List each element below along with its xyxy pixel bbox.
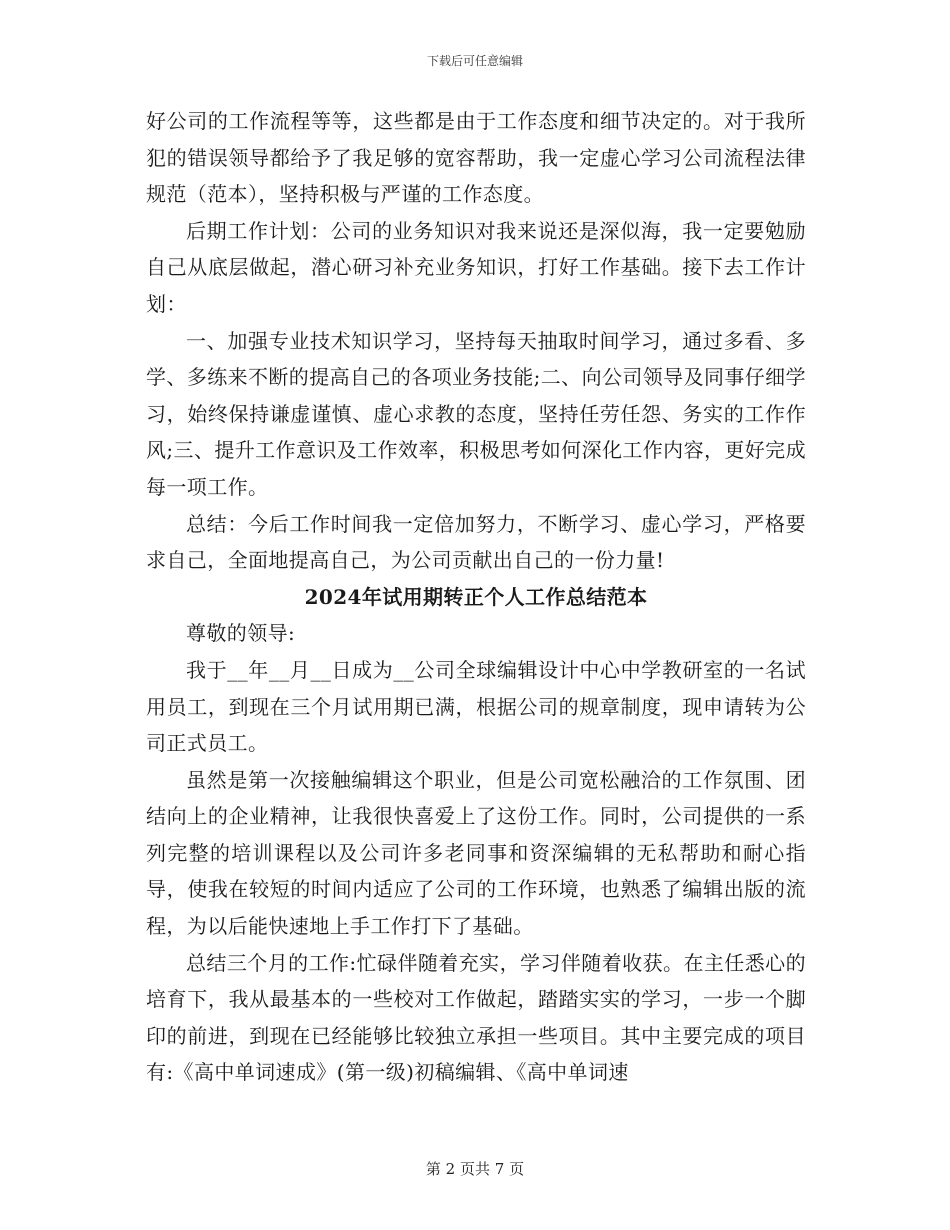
paragraph: 总结：今后工作时间我一定倍加努力，不断学习、虚心学习，严格要求自己，全面地提高自己，为公司贡献出自己的一份力量! [146,511,806,573]
salutation: 尊敬的领导: [186,621,296,646]
paragraph: 后期工作计划：公司的业务知识对我来说还是深似海，我一定要勉励自己从底层做起，潜心研习补充业务知识，打好工作基础。接下去工作计划： [146,218,806,316]
paragraph: 虽然是第一次接触编辑这个职业，但是公司宽松融洽的工作氛围、团结向上的企业精神，让我很快喜爱上了这份工作。同时，公司提供的一系列完整的培训课程以及公司许多老同事和资深编辑的无私帮助和耐心指导，使我在较短的时间内适应了公司的工作环境，也熟悉了编辑出版的流程，为以后能快速地上手工作打下了基础。 [146,767,806,939]
paragraph: 我于__年__月__日成为__公司全球编辑设计中心中学教研室的一名试用员工，到现在三个月试用期已满，根据公司的规章制度，现申请转为公司正式员工。 [146,657,806,756]
paragraph: 一、加强专业技术知识学习，坚持每天抽取时间学习，通过多看、多学、多练来不断的提高自己的各项业务技能;二、向公司领导及同事仔细学习，始终保持谦虚谨慎、虚心求教的态度，坚持任劳任怨、务实的工作作风;三、提升工作意识及工作效率，积极思考如何深化工作内容，更好完成每一项工作。 [146,328,806,499]
paragraph: 好公司的工作流程等等，这些都是由于工作态度和细节决定的。对于我所犯的错误领导都给予了我足够的宽容帮助，我一定虚心学习公司流程法律规范（范本），坚持积极与严谨的工作态度。 [146,109,806,207]
page-header: 下载后可任意编辑 [426,54,523,68]
page-footer: 第 2 页共 7 页 [425,1160,525,1178]
paragraph: 总结三个月的工作:忙碌伴随着充实，学习伴随着收获。在主任悉心的培育下，我从最基本的一些校对工作做起，踏踏实实的学习，一步一个脚印的前进，到现在已经能够比较独立承担一些项目。其中主要完成的项目有:《高中单词速成》(第一级)初稿编辑、《高中单词速 [146,950,806,1085]
section-title: 2024年试用期转正个人工作总结范本 [304,584,648,609]
document-body [146,103,806,1091]
